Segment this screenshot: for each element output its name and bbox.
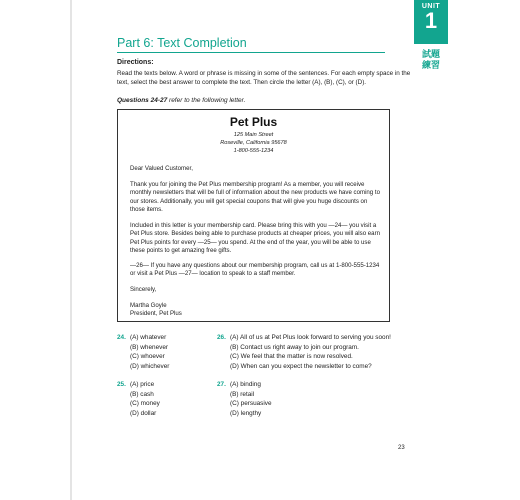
questions-range: Questions 24-27: [117, 97, 168, 104]
address-line-2: Roseville, California 95678: [220, 140, 287, 146]
closing: Sincerely,: [130, 286, 157, 293]
letter-box: [117, 109, 390, 322]
option-a[interactable]: (A) All of us at Pet Plus look forward to serving you soon!: [230, 334, 391, 341]
letter-paragraph-1: Thank you for joining the Pet Plus membership program! As a member, you will receive monthly newsletters that will be full of information about the new products we have coming to our stores. Additionally, you will get special coupons that will give you huge discounts on those items.: [130, 181, 380, 213]
option-c[interactable]: (C) persuasive: [230, 400, 272, 407]
unit-number: 1: [424, 8, 438, 33]
letter-paragraph-2: Included in this letter is your membership card. Please bring this with you —24— you visit a Pet Plus store. Besides being able to purchase products at cheaper prices, you will also earn Pet Plus points for every —25— you spend. At the end of the year, you will be able to use these points to get amazing free gifts.: [130, 222, 380, 254]
option-a[interactable]: (A) price: [130, 381, 155, 388]
option-d[interactable]: (D) When can you expect the newsletter to come?: [230, 362, 372, 370]
directions-heading: Directions:: [117, 59, 154, 66]
option-c[interactable]: (C) money: [130, 400, 160, 407]
directions-text: Read the texts below. A word or phrase is missing in some of the sentences. For each empty space in the text, select the best answer to complete the text. Then circle the letter (A), (B), (C), or (D).: [117, 70, 411, 86]
title-divider: [117, 52, 385, 53]
option-c[interactable]: (C) We feel that the matter is now resolved.: [230, 353, 353, 360]
question-number: 24.: [117, 334, 126, 341]
question-number: 27.: [217, 381, 226, 388]
address-line-1: 125 Main Street: [233, 132, 274, 138]
part-title: Part 6: Text Completion: [117, 36, 247, 50]
option-d[interactable]: (D) dollar: [130, 409, 157, 417]
option-a[interactable]: (A) binding: [230, 381, 261, 388]
question-number: 26.: [217, 334, 226, 341]
unit-tab: [414, 0, 448, 44]
question-number: 25.: [117, 381, 126, 388]
signer-name: Martha Goyle: [130, 302, 167, 309]
address-line-3: 1-800-555-1234: [233, 148, 274, 154]
option-b[interactable]: (B) whenever: [130, 343, 169, 351]
option-d[interactable]: (D) whichever: [130, 362, 170, 370]
option-b[interactable]: (B) Contact us right away to join our program.: [230, 343, 359, 351]
unit-label: UNIT: [421, 3, 441, 10]
unit-cjk-label: 試題練習: [421, 50, 440, 71]
option-d[interactable]: (D) lengthy: [230, 409, 262, 417]
page-number: 23: [398, 445, 405, 451]
signer-title: President, Pet Plus: [130, 310, 182, 317]
option-a[interactable]: (A) whatever: [130, 334, 167, 341]
option-c[interactable]: (C) whoever: [130, 353, 165, 360]
questions-ref-rest: refer to the following letter.: [167, 97, 246, 104]
option-b[interactable]: (B) cash: [130, 390, 154, 398]
company-name: Pet Plus: [229, 115, 278, 129]
salutation: Dear Valued Customer,: [130, 165, 193, 172]
letter-paragraph-3: —26— If you have any questions about our membership program, call us at 1-800-555-1234 or visit a Pet Plus —27— location to speak to a staff member.: [130, 262, 380, 278]
option-b[interactable]: (B) retail: [230, 390, 255, 398]
questions-reference: [117, 97, 245, 104]
